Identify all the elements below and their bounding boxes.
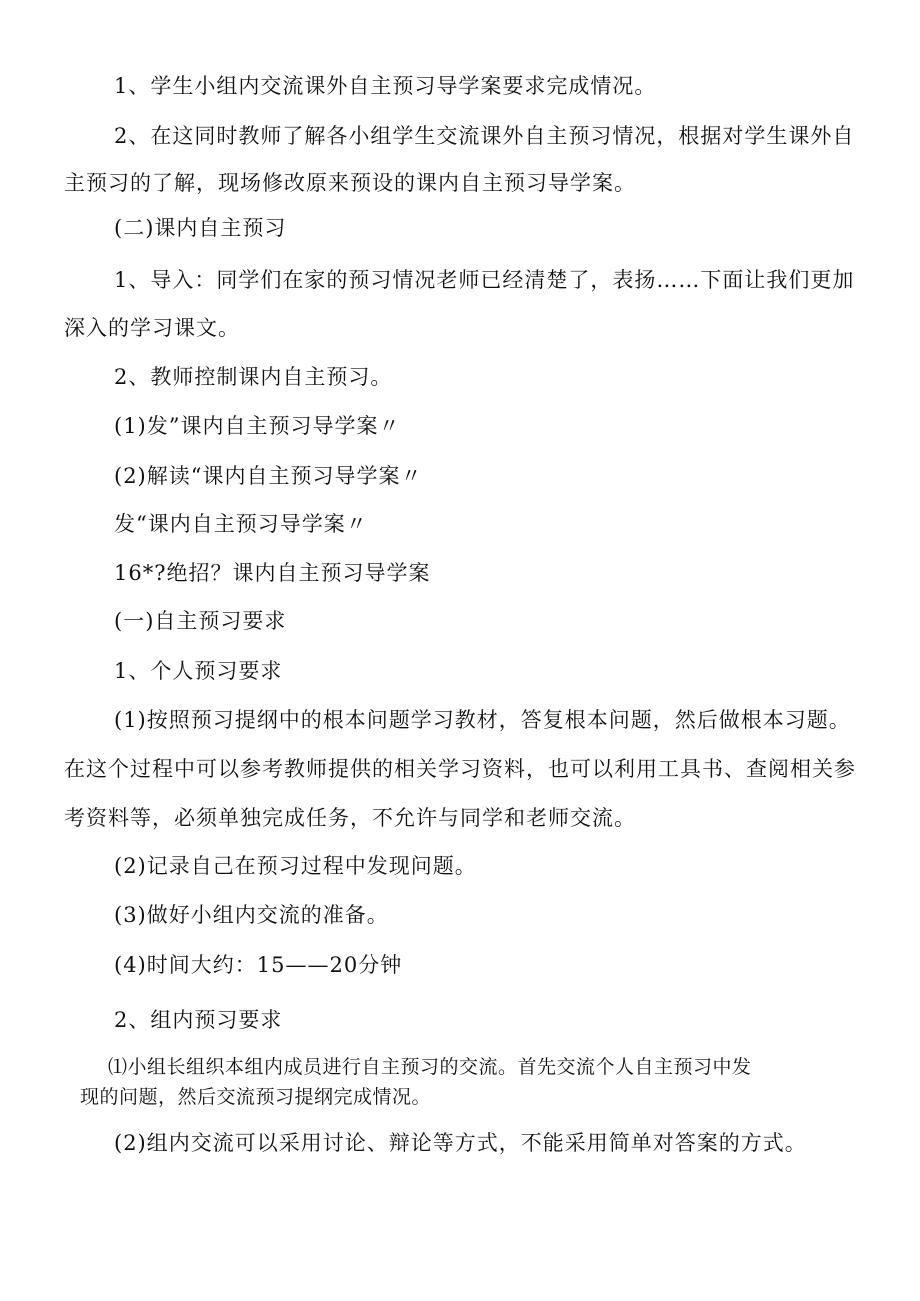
paragraph: 2、教师控制课内自主预习。 [114, 365, 393, 389]
paragraph: 考资料等，必须单独完成任务，不允许与同学和老师交流。 [64, 806, 636, 830]
paragraph: 现的问题，然后交流预习提纲完成情况。 [80, 1086, 432, 1108]
paragraph: 2、在这同时教师了解各小组学生交流课外自主预习情况，根据对学生课外自 [114, 124, 855, 148]
paragraph: 在这个过程中可以参考教师提供的相关学习资料，也可以利用工具书、查阅相关参 [64, 757, 856, 781]
paragraph: (2)解读“课内自主预习导学案〃 [114, 464, 423, 488]
paragraph: (1)按照预习提纲中的根本问题学习教材，答复根本问题，然后做根本习题。 [114, 708, 851, 732]
paragraph: 深入的学习课文。 [64, 316, 240, 340]
paragraph: 1、导入：同学们在家的预习情况老师已经清楚了，表扬……下面让我们更加 [114, 268, 855, 292]
paragraph: 发“课内自主预习导学案〃 [114, 512, 368, 536]
paragraph: (1)发”课内自主预习导学案〃 [114, 414, 401, 438]
paragraph: 1、学生小组内交流课外自主预习导学案要求完成情况。 [114, 74, 657, 98]
paragraph: 1、个人预习要求 [114, 659, 283, 683]
section-heading: (二)课内自主预习 [114, 216, 287, 240]
paragraph: 主预习的了解，现场修改原来预设的课内自主预习导学案。 [64, 171, 636, 195]
paragraph: (2)记录自己在预习过程中发现问题。 [114, 854, 477, 878]
paragraph: 16*?绝招？课内自主预习导学案 [114, 561, 431, 585]
paragraph: (3)做好小组内交流的准备。 [114, 903, 389, 927]
paragraph: ⑴小组长组织本组内成员进行自主预习的交流。首先交流个人自主预习中发 [108, 1056, 752, 1078]
paragraph: (4)时间大约：15——20分钟 [114, 953, 403, 977]
paragraph: 2、组内预习要求 [114, 1008, 283, 1032]
section-heading: (一)自主预习要求 [114, 609, 287, 633]
paragraph: (2)组内交流可以采用讨论、辩论等方式，不能采用简单对答案的方式。 [114, 1131, 807, 1155]
